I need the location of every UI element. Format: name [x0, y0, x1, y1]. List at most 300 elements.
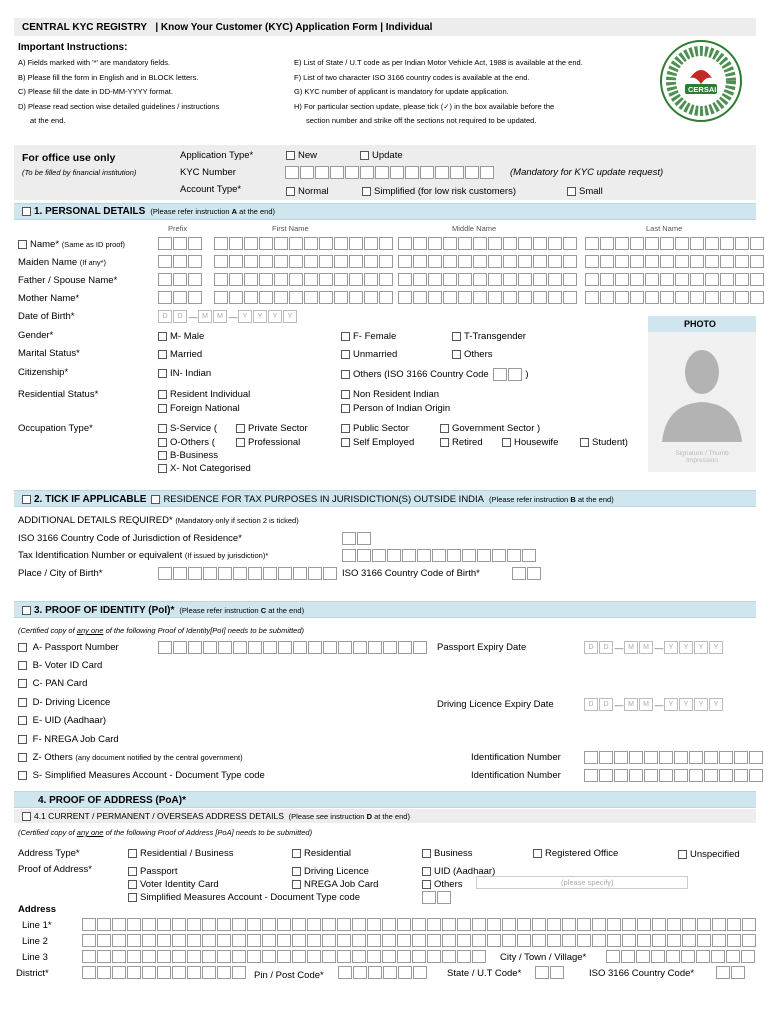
char-box[interactable] — [285, 166, 299, 179]
char-box[interactable] — [262, 950, 276, 963]
char-box[interactable] — [607, 918, 621, 931]
simplified-checkbox[interactable] — [362, 187, 371, 196]
char-box[interactable] — [522, 549, 536, 562]
char-box[interactable] — [682, 934, 696, 947]
char-box[interactable] — [322, 950, 336, 963]
date-box[interactable]: M — [639, 641, 653, 654]
citizenship-indian[interactable]: IN- Indian — [158, 368, 211, 379]
char-box[interactable] — [173, 641, 187, 654]
poa-nrega[interactable]: NREGA Job Card — [292, 879, 378, 890]
char-box[interactable] — [443, 273, 457, 286]
char-box[interactable] — [600, 273, 614, 286]
char-box[interactable] — [488, 255, 502, 268]
char-box[interactable] — [644, 769, 658, 782]
dl-checkbox[interactable] — [18, 698, 27, 707]
char-box[interactable] — [518, 291, 532, 304]
char-box[interactable] — [337, 934, 351, 947]
char-box[interactable] — [233, 567, 247, 580]
passport-exp-boxes[interactable] — [584, 641, 724, 654]
char-box[interactable] — [337, 918, 351, 931]
char-box[interactable] — [630, 291, 644, 304]
char-box[interactable] — [112, 918, 126, 931]
photo-box[interactable] — [648, 332, 756, 472]
male-checkbox[interactable] — [158, 332, 167, 341]
char-box[interactable] — [577, 918, 591, 931]
char-box[interactable] — [173, 273, 187, 286]
char-box[interactable] — [274, 273, 288, 286]
char-box[interactable] — [142, 918, 156, 931]
date-box[interactable]: Y — [694, 698, 708, 711]
char-box[interactable] — [462, 549, 476, 562]
occ-govt[interactable]: Government Sector ) — [440, 423, 540, 434]
poa-nrega-checkbox[interactable] — [292, 880, 301, 889]
char-box[interactable] — [606, 950, 620, 963]
char-box[interactable] — [547, 934, 561, 947]
char-box[interactable] — [473, 291, 487, 304]
char-box[interactable] — [518, 273, 532, 286]
poa-doc-code-boxes[interactable] — [422, 891, 452, 904]
char-box[interactable] — [442, 918, 456, 931]
char-box[interactable] — [342, 549, 356, 562]
addr-res-business[interactable]: Residential / Business — [128, 848, 233, 859]
char-box[interactable] — [292, 950, 306, 963]
char-box[interactable] — [614, 751, 628, 764]
char-box[interactable] — [675, 273, 689, 286]
char-box[interactable] — [599, 751, 613, 764]
char-box[interactable] — [173, 291, 187, 304]
char-box[interactable] — [187, 934, 201, 947]
char-box[interactable] — [232, 966, 246, 979]
res-pio[interactable]: Person of Indian Origin — [341, 403, 450, 414]
char-box[interactable] — [292, 918, 306, 931]
char-box[interactable] — [533, 273, 547, 286]
char-box[interactable] — [735, 291, 749, 304]
pin-boxes[interactable] — [338, 966, 428, 979]
char-box[interactable] — [487, 918, 501, 931]
char-box[interactable] — [480, 166, 494, 179]
char-box[interactable] — [427, 950, 441, 963]
char-box[interactable] — [681, 950, 695, 963]
account-normal-option[interactable] — [286, 186, 329, 197]
char-box[interactable] — [503, 273, 517, 286]
addr-unspecified[interactable]: Unspecified — [678, 849, 740, 860]
o-others-checkbox[interactable] — [158, 438, 167, 447]
occ-others[interactable]: O-Others ( — [158, 437, 215, 448]
cit-others-checkbox[interactable] — [341, 370, 350, 379]
char-box[interactable] — [443, 255, 457, 268]
addr-registered[interactable]: Registered Office — [533, 848, 618, 859]
char-box[interactable] — [651, 950, 665, 963]
char-box[interactable] — [244, 291, 258, 304]
char-box[interactable] — [548, 273, 562, 286]
marital-others[interactable]: Others — [452, 349, 493, 360]
char-box[interactable] — [412, 934, 426, 947]
char-box[interactable] — [637, 934, 651, 947]
dob-boxes[interactable] — [158, 310, 298, 323]
poi-voter[interactable]: B- Voter ID Card — [18, 660, 102, 671]
char-box[interactable] — [435, 166, 449, 179]
trans-checkbox[interactable] — [452, 332, 461, 341]
char-box[interactable] — [202, 934, 216, 947]
char-box[interactable] — [82, 950, 96, 963]
professional-checkbox[interactable] — [236, 438, 245, 447]
date-box[interactable]: Y — [283, 310, 297, 323]
char-box[interactable] — [690, 273, 704, 286]
char-box[interactable] — [188, 255, 202, 268]
poa-voter[interactable]: Voter Identity Card — [128, 879, 219, 890]
char-box[interactable] — [645, 255, 659, 268]
poa-uid-checkbox[interactable] — [422, 867, 431, 876]
char-box[interactable] — [334, 273, 348, 286]
char-box[interactable] — [417, 549, 431, 562]
idnum-boxes-2[interactable] — [584, 769, 764, 782]
char-box[interactable] — [652, 918, 666, 931]
char-box[interactable] — [503, 291, 517, 304]
char-box[interactable] — [659, 751, 673, 764]
date-box[interactable]: M — [213, 310, 227, 323]
retired-checkbox[interactable] — [440, 438, 449, 447]
char-box[interactable] — [142, 950, 156, 963]
name-field-boxes[interactable] — [158, 237, 203, 250]
char-box[interactable] — [127, 934, 141, 947]
name-field-boxes[interactable] — [398, 255, 578, 268]
name-field-boxes[interactable] — [398, 273, 578, 286]
char-box[interactable] — [749, 769, 763, 782]
char-box[interactable] — [112, 966, 126, 979]
char-box[interactable] — [428, 237, 442, 250]
gender-female[interactable]: F- Female — [341, 331, 396, 342]
char-box[interactable] — [720, 273, 734, 286]
char-box[interactable] — [458, 237, 472, 250]
char-box[interactable] — [727, 918, 741, 931]
char-box[interactable] — [158, 273, 172, 286]
char-box[interactable] — [292, 934, 306, 947]
char-box[interactable] — [592, 918, 606, 931]
char-box[interactable] — [157, 934, 171, 947]
char-box[interactable] — [259, 255, 273, 268]
char-box[interactable] — [735, 273, 749, 286]
char-box[interactable] — [427, 934, 441, 947]
char-box[interactable] — [402, 549, 416, 562]
char-box[interactable] — [229, 255, 243, 268]
char-box[interactable] — [304, 273, 318, 286]
char-box[interactable] — [442, 934, 456, 947]
char-box[interactable] — [413, 966, 427, 979]
idnum-boxes-1[interactable] — [584, 751, 764, 764]
char-box[interactable] — [247, 934, 261, 947]
occ-professional[interactable]: Professional — [236, 437, 300, 448]
char-box[interactable] — [532, 934, 546, 947]
char-box[interactable] — [367, 950, 381, 963]
app-new-option[interactable] — [286, 150, 317, 161]
char-box[interactable] — [630, 255, 644, 268]
char-box[interactable] — [712, 918, 726, 931]
nri-checkbox[interactable] — [341, 390, 350, 399]
char-box[interactable] — [607, 934, 621, 947]
char-box[interactable] — [735, 255, 749, 268]
char-box[interactable] — [248, 641, 262, 654]
char-box[interactable] — [244, 255, 258, 268]
char-box[interactable] — [353, 966, 367, 979]
char-box[interactable] — [398, 966, 412, 979]
char-box[interactable] — [97, 918, 111, 931]
char-box[interactable] — [263, 567, 277, 580]
char-box[interactable] — [720, 237, 734, 250]
name-field-boxes[interactable] — [214, 291, 394, 304]
char-box[interactable] — [289, 237, 303, 250]
char-box[interactable] — [518, 255, 532, 268]
occ-notcat[interactable]: X- Not Categorised — [158, 463, 251, 474]
char-box[interactable] — [614, 769, 628, 782]
char-box[interactable] — [644, 751, 658, 764]
char-box[interactable] — [502, 918, 516, 931]
char-box[interactable] — [660, 273, 674, 286]
char-box[interactable] — [734, 751, 748, 764]
char-box[interactable] — [372, 549, 386, 562]
char-box[interactable] — [367, 918, 381, 931]
char-box[interactable] — [447, 549, 461, 562]
char-box[interactable] — [413, 273, 427, 286]
char-box[interactable] — [308, 641, 322, 654]
char-box[interactable] — [412, 918, 426, 931]
addr-residential[interactable]: Residential — [292, 848, 351, 859]
char-box[interactable] — [621, 950, 635, 963]
char-box[interactable] — [82, 966, 96, 979]
char-box[interactable] — [600, 291, 614, 304]
line2-boxes[interactable] — [82, 934, 757, 947]
char-box[interactable] — [338, 966, 352, 979]
char-box[interactable] — [645, 273, 659, 286]
char-box[interactable] — [187, 966, 201, 979]
char-box[interactable] — [82, 918, 96, 931]
char-box[interactable] — [398, 237, 412, 250]
name-checkbox[interactable] — [18, 240, 27, 249]
char-box[interactable] — [157, 918, 171, 931]
char-box[interactable] — [387, 549, 401, 562]
char-box[interactable] — [203, 641, 217, 654]
char-box[interactable] — [217, 966, 231, 979]
name-field-boxes[interactable] — [158, 273, 203, 286]
char-box[interactable] — [712, 934, 726, 947]
app-update-option[interactable] — [360, 150, 403, 161]
private-checkbox[interactable] — [236, 424, 245, 433]
char-box[interactable] — [277, 934, 291, 947]
date-box[interactable]: Y — [679, 698, 693, 711]
section-1-checkbox[interactable] — [22, 207, 31, 216]
char-box[interactable] — [412, 950, 426, 963]
res-business-checkbox[interactable] — [128, 849, 137, 858]
char-box[interactable] — [259, 273, 273, 286]
char-box[interactable] — [262, 918, 276, 931]
char-box[interactable] — [465, 166, 479, 179]
char-box[interactable] — [615, 237, 629, 250]
char-box[interactable] — [315, 166, 329, 179]
char-box[interactable] — [229, 273, 243, 286]
account-simplified-option[interactable] — [362, 186, 516, 197]
marital-unmarried[interactable]: Unmarried — [341, 349, 397, 360]
char-box[interactable] — [188, 641, 202, 654]
char-box[interactable] — [322, 934, 336, 947]
poa-dl-checkbox[interactable] — [292, 867, 301, 876]
housewife-checkbox[interactable] — [502, 438, 511, 447]
poi-uid[interactable]: E- UID (Aadhaar) — [18, 715, 106, 726]
char-box[interactable] — [247, 918, 261, 931]
char-box[interactable] — [458, 255, 472, 268]
char-box[interactable] — [562, 934, 576, 947]
date-box[interactable]: Y — [709, 698, 723, 711]
char-box[interactable] — [229, 237, 243, 250]
addr-business-checkbox[interactable] — [422, 849, 431, 858]
state-boxes[interactable] — [535, 966, 565, 979]
char-box[interactable] — [675, 255, 689, 268]
dl-exp-boxes[interactable] — [584, 698, 724, 711]
char-box[interactable] — [630, 237, 644, 250]
char-box[interactable] — [428, 273, 442, 286]
gender-trans[interactable]: T-Transgender — [452, 331, 526, 342]
occ-student[interactable]: Student) — [580, 437, 628, 448]
date-box[interactable]: M — [639, 698, 653, 711]
poa-others-checkbox[interactable] — [422, 880, 431, 889]
char-box[interactable] — [214, 273, 228, 286]
char-box[interactable] — [442, 950, 456, 963]
char-box[interactable] — [157, 950, 171, 963]
char-box[interactable] — [202, 966, 216, 979]
char-box[interactable] — [585, 273, 599, 286]
char-box[interactable] — [349, 291, 363, 304]
char-box[interactable] — [127, 966, 141, 979]
char-box[interactable] — [334, 237, 348, 250]
s-simplified-checkbox[interactable] — [18, 771, 27, 780]
char-box[interactable] — [232, 950, 246, 963]
occ-private[interactable]: Private Sector — [236, 423, 308, 434]
poi-pan[interactable]: C- PAN Card — [18, 678, 87, 689]
date-box[interactable]: M — [624, 641, 638, 654]
voter-checkbox[interactable] — [18, 661, 27, 670]
char-box[interactable] — [690, 237, 704, 250]
district-boxes[interactable] — [82, 966, 247, 979]
char-box[interactable] — [360, 166, 374, 179]
char-box[interactable] — [697, 918, 711, 931]
char-box[interactable] — [443, 237, 457, 250]
char-box[interactable] — [473, 273, 487, 286]
iso-residence-boxes[interactable] — [342, 532, 372, 545]
nrega-checkbox[interactable] — [18, 735, 27, 744]
char-box[interactable] — [379, 237, 393, 250]
char-box[interactable] — [304, 255, 318, 268]
char-box[interactable] — [289, 291, 303, 304]
business-checkbox[interactable] — [158, 451, 167, 460]
char-box[interactable] — [487, 934, 501, 947]
char-box[interactable] — [382, 934, 396, 947]
char-box[interactable] — [659, 769, 673, 782]
poi-others[interactable]: Z- Others (any document notified by the central government) — [18, 752, 243, 763]
char-box[interactable] — [334, 255, 348, 268]
char-box[interactable] — [97, 950, 111, 963]
char-box[interactable] — [158, 567, 172, 580]
char-box[interactable] — [630, 273, 644, 286]
char-box[interactable] — [503, 255, 517, 268]
addr-residential-checkbox[interactable] — [292, 849, 301, 858]
char-box[interactable] — [97, 966, 111, 979]
char-box[interactable] — [711, 950, 725, 963]
char-box[interactable] — [563, 291, 577, 304]
date-box[interactable]: D — [599, 641, 613, 654]
name-field-boxes[interactable] — [585, 291, 765, 304]
section-2-checkbox[interactable] — [22, 495, 31, 504]
char-box[interactable] — [413, 641, 427, 654]
new-checkbox[interactable] — [286, 151, 295, 160]
char-box[interactable] — [517, 918, 531, 931]
self-checkbox[interactable] — [341, 438, 350, 447]
date-box[interactable]: Y — [268, 310, 282, 323]
char-box[interactable] — [477, 549, 491, 562]
z-others-checkbox[interactable] — [18, 753, 27, 762]
char-box[interactable] — [322, 918, 336, 931]
date-box[interactable]: Y — [238, 310, 252, 323]
char-box[interactable] — [127, 918, 141, 931]
char-box[interactable] — [518, 237, 532, 250]
char-box[interactable] — [413, 237, 427, 250]
char-box[interactable] — [349, 237, 363, 250]
char-box[interactable] — [457, 950, 471, 963]
char-box[interactable] — [413, 291, 427, 304]
char-box[interactable] — [188, 237, 202, 250]
char-box[interactable] — [719, 769, 733, 782]
uid-checkbox[interactable] — [18, 716, 27, 725]
date-box[interactable]: D — [599, 698, 613, 711]
tin-boxes[interactable] — [342, 549, 537, 562]
char-box[interactable] — [172, 934, 186, 947]
iso-country-boxes[interactable] — [716, 966, 746, 979]
city-boxes[interactable] — [606, 950, 756, 963]
char-box[interactable] — [323, 641, 337, 654]
char-box[interactable] — [308, 567, 322, 580]
char-box[interactable] — [674, 769, 688, 782]
date-box[interactable]: Y — [664, 698, 678, 711]
char-box[interactable] — [398, 255, 412, 268]
service-checkbox[interactable] — [158, 424, 167, 433]
line1-boxes[interactable] — [82, 918, 757, 931]
notcat-checkbox[interactable] — [158, 464, 167, 473]
poa-passport[interactable]: Passport — [128, 866, 178, 877]
char-box[interactable] — [172, 966, 186, 979]
char-box[interactable] — [507, 549, 521, 562]
char-box[interactable] — [368, 641, 382, 654]
char-box[interactable] — [217, 918, 231, 931]
char-box[interactable] — [307, 918, 321, 931]
char-box[interactable] — [142, 934, 156, 947]
char-box[interactable] — [319, 291, 333, 304]
char-box[interactable] — [390, 166, 404, 179]
char-box[interactable] — [319, 237, 333, 250]
char-box[interactable] — [473, 237, 487, 250]
char-box[interactable] — [637, 918, 651, 931]
char-box[interactable] — [750, 237, 764, 250]
gender-male[interactable]: M- Male — [158, 331, 204, 342]
char-box[interactable] — [157, 966, 171, 979]
char-box[interactable] — [533, 255, 547, 268]
char-box[interactable] — [278, 567, 292, 580]
char-box[interactable] — [584, 769, 598, 782]
char-box[interactable] — [726, 950, 740, 963]
char-box[interactable] — [334, 291, 348, 304]
char-box[interactable] — [428, 255, 442, 268]
char-box[interactable] — [548, 255, 562, 268]
char-box[interactable] — [750, 255, 764, 268]
char-box[interactable] — [173, 567, 187, 580]
char-box[interactable] — [352, 918, 366, 931]
char-box[interactable] — [472, 934, 486, 947]
